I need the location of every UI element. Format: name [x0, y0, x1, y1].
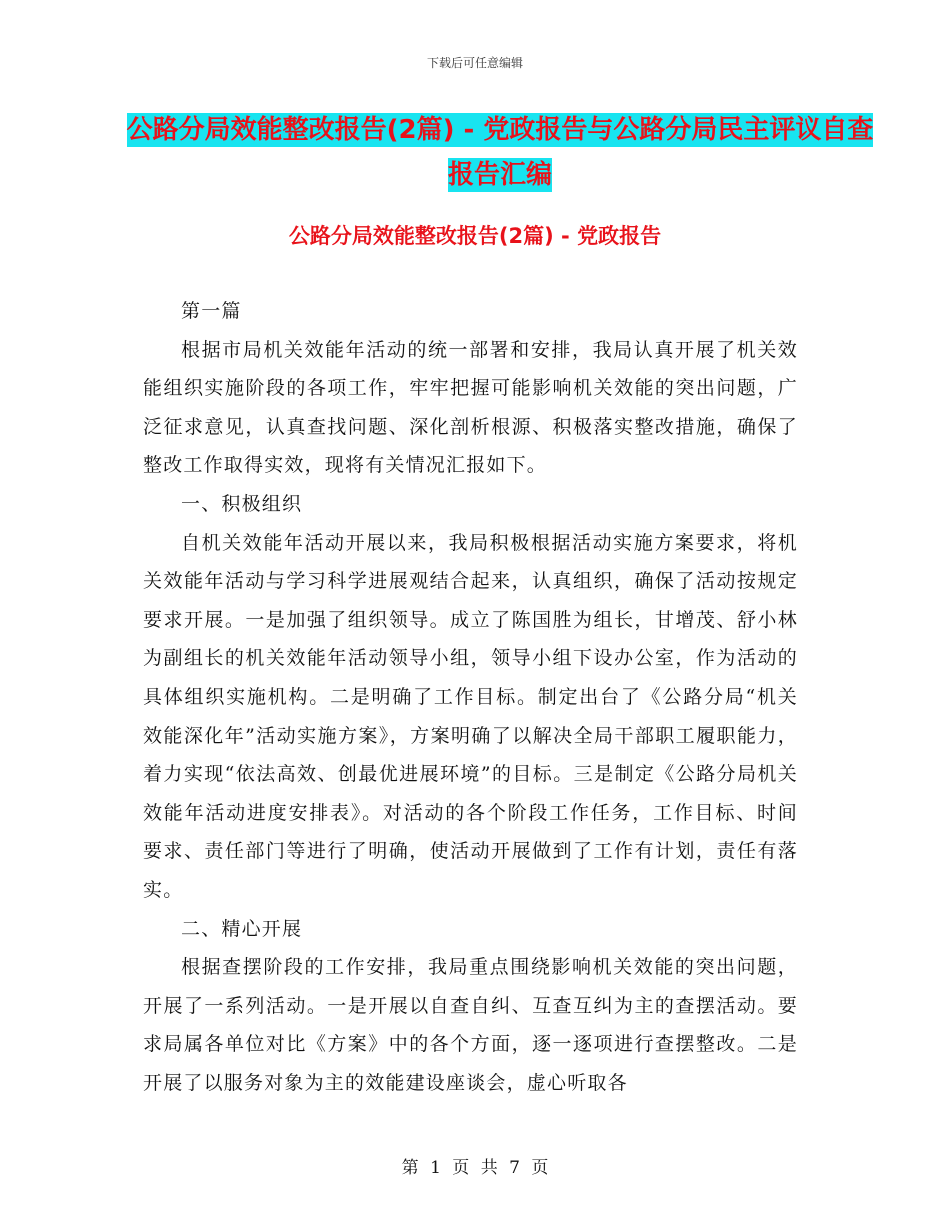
- section-heading-1: 一、积极组织: [181, 492, 303, 515]
- body-paragraph: 自机关效能年活动开展以来，我局积极根据活动实施方案要求，将机关效能年活动与学习科学进展观结合起来，认真组织，确保了活动按规定要求开展。一是加强了组织领导。成立了陈国胜为组长，甘增茂、舒小林为副组长的机关效能年活动领导小组，领导小组下设办公室，作为活动的具体组织实施机构。二是明确了工作目标。制定出台了《公路分局“机关效能深化年”活动实施方案》，方案明确了以解决全局干部职工履职能力，着力实现“依法高效、创最优进展环境”的目标。三是制定《公路分局机关效能年活动进度安排表》。对活动的各个阶段工作任务，工作目标、时间要求、责任部门等进行了明确，使活动开展做到了工作有计划，责任有落实。: [143, 531, 798, 901]
- section-label-first: 第一篇: [181, 300, 242, 322]
- header-note: 下载后可任意编辑: [426, 56, 523, 70]
- document-main-title: [120, 108, 880, 198]
- section-heading-2: 二、精心开展: [181, 917, 303, 940]
- page-number-footer: 第 1 页 共 7 页: [401, 1158, 549, 1178]
- main-title-text: 公路分局效能整改报告(2篇) - 党政报告与公路分局民主评议自查报告汇编: [126, 115, 874, 190]
- body-paragraph: 根据市局机关效能年活动的统一部署和安排，我局认真开展了机关效能组织实施阶段的各项工作，牢牢把握可能影响机关效能的突出问题，广泛征求意见，认真查找问题、深化剖析根源、积极落实整改措施，确保了整改工作取得实效，现将有关情况汇报如下。: [143, 338, 798, 477]
- body-paragraph: 根据查摆阶段的工作安排，我局重点围绕影响机关效能的突出问题，开展了一系列活动。一是开展以自查自纠、互查互纠为主的查摆活动。要求局属各单位对比《方案》中的各个方面，逐一逐项进行查摆整改。二是开展了以服务对象为主的效能建设座谈会，虚心听取各: [143, 956, 798, 1094]
- document-body: [143, 292, 798, 1102]
- document-sub-title: 公路分局效能整改报告(2篇) - 党政报告: [288, 224, 662, 248]
